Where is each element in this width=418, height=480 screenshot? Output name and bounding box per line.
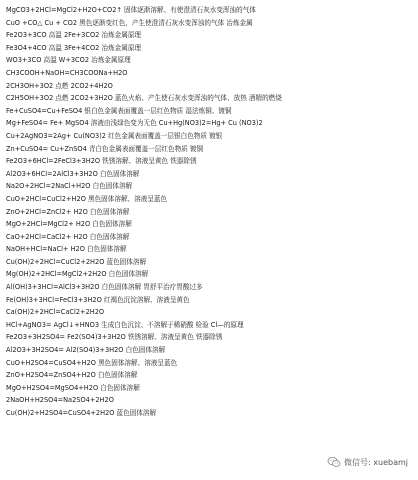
equation-line: Cu+2AgNO3=2Ag+ Cu(NO3)2 红色金属表面覆盖一层银白色物质 镀银	[6, 131, 223, 140]
equation-line: HCl+AgNO3= AgCl↓+HNO3 生成白色沉淀、不溶解于稀硝酸 检验 Cl—的原理	[6, 320, 244, 329]
equation-line: MgCO3+2HCl=MgCl2+H2O+CO2↑ 固体逐渐溶解、有使澄清石灰水变浑浊的气体	[6, 6, 256, 14]
equation-line: CuO+2HCl=CuCl2+H2O 黑色固体溶解、溶液呈蓝色	[6, 194, 168, 203]
equation-line: 2NaOH+H2SO4=Na2SO4+2H2O	[6, 396, 114, 405]
equation-line: Al2O3+3H2SO4= Al2(SO4)3+3H2O 白色固体溶解	[6, 346, 166, 355]
equation-line: Fe2O3+3H2SO4= Fe2(SO4)3+3H2O 铁锈溶解、溶液呈黄色 铁器除锈	[6, 333, 223, 342]
equation-line: Cu(OH)2+H2SO4=CuSO4+2H2O 蓝色固体溶解	[6, 409, 157, 417]
equation-line: Fe2O3+6HCl=2FeCl3+3H2O 铁锈溶解、溶液呈黄色 铁器除锈	[6, 157, 197, 166]
wechat-icon	[327, 456, 341, 468]
equation-line: CH3COOH+NaOH=CH3COONa+H2O	[6, 68, 128, 77]
equation-line: C2H5OH+3O2 点燃 2CO2+3H2O 蓝色火焰、产生使石灰水变浑浊的气体、放热 酒精的燃烧	[6, 94, 282, 103]
equation-line: Zn+CuSO4= Cu+ZnSO4 青白色金属表面覆盖一层红色物质 镀铜	[6, 144, 204, 153]
watermark-text: 微信号: xuebamj	[344, 457, 408, 467]
equation-line: WO3+3CO 高温 W+3CO2 冶炼金属原理	[6, 56, 131, 65]
equation-line: Fe3O4+4CO 高温 3Fe+4CO2 冶炼金属原理	[6, 43, 142, 52]
equation-line: ZnO+H2SO4=ZnSO4+H2O 白色固体溶解	[6, 371, 138, 380]
equation-line: MgO+H2SO4=MgSO4+H2O 白色固体溶解	[6, 383, 140, 392]
equation-line: Mg(OH)2+2HCl=MgCl2+2H2O 白色固体溶解	[6, 270, 149, 279]
equation-line: CuO +CO△ Cu + CO2 黑色逐渐变红色，产生使澄清石灰水变浑浊的气体 冶炼金属	[6, 18, 253, 27]
equation-line: 2CH3OH+3O2 点燃 2CO2+4H2O	[6, 81, 113, 90]
equation-line: Mg+FeSO4= Fe+ MgSO4 溶液由浅绿色变为无色 Cu+Hg(NO3)2=Hg+ Cu (NO3)2	[6, 119, 263, 128]
equation-line: MgO+2HCl=MgCl2+ H2O 白色固体溶解	[6, 220, 132, 229]
wechat-watermark	[327, 456, 408, 468]
equation-line: Cu(OH)2+2HCl=CuCl2+2H2O 蓝色固体溶解	[6, 257, 147, 266]
equation-line: Na2O+2HCl=2NaCl+H2O 白色固体溶解	[6, 182, 133, 191]
equation-line: Ca(OH)2+2HCl=CaCl2+2H2O	[6, 308, 105, 317]
equation-line: ZnO+2HCl=ZnCl2+ H2O 白色固体溶解	[6, 207, 130, 216]
equation-line: Fe+CuSO4=Cu+FeSO4 银白色金属表面覆盖一层红色物质 湿法炼铜、镀铜	[6, 106, 232, 115]
equation-line: CaO+2HCl=CaCl2+ H2O 白色固体溶解	[6, 232, 130, 241]
equation-line: Al2O3+6HCl=2AlCl3+3H2O 白色固体溶解	[6, 169, 140, 178]
equation-line: NaOH+HCl=NaCl+ H2O 白色固体溶解	[6, 245, 127, 254]
equation-line: Fe(OH)3+3HCl=FeCl3+3H2O 红褐色沉淀溶解、溶液呈黄色	[6, 295, 190, 304]
document-body	[6, 4, 414, 420]
equation-line: CuO+H2SO4=CuSO4+H2O 黑色固体溶解、溶液呈蓝色	[6, 358, 178, 367]
equation-line: Al(OH)3+3HCl=AlCl3+3H2O 白色固体溶解 胃舒平治疗胃酸过多	[6, 283, 203, 292]
equation-line: Fe2O3+3CO 高温 2Fe+3CO2 冶炼金属原理	[6, 31, 142, 40]
